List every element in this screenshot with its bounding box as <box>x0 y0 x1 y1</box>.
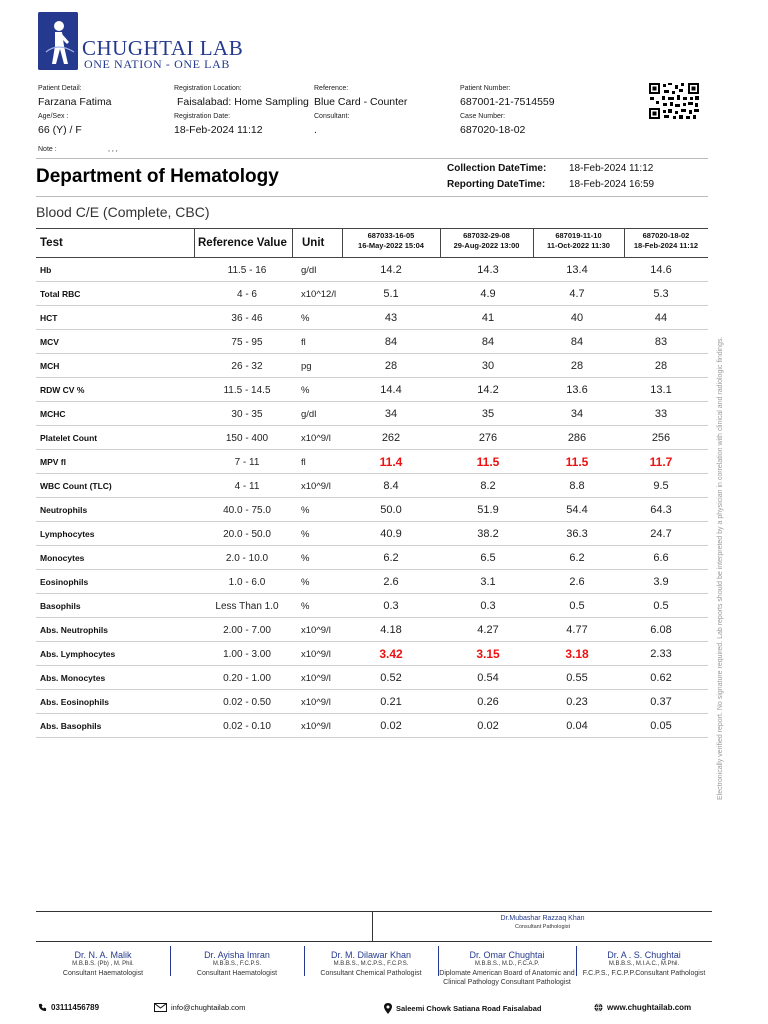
result-value: 40.9 <box>380 528 402 540</box>
result-value: 0.05 <box>650 720 672 732</box>
table-row <box>36 378 708 402</box>
unit: % <box>301 576 310 588</box>
unit: g/dl <box>301 408 317 420</box>
table-row <box>36 306 708 330</box>
patient-number-label: Patient Number: <box>460 85 511 92</box>
section-title: Blood C/E (Complete, CBC) <box>36 204 210 220</box>
result-value: 0.3 <box>383 600 399 612</box>
history-date: 29-Aug-2022 13:00 <box>453 240 520 250</box>
unit: x10^9/l <box>301 672 331 684</box>
website-url: www.chughtailab.com <box>607 1003 692 1012</box>
signatory-divider <box>438 946 439 976</box>
test-name: Platelet Count <box>40 433 98 443</box>
reference-value: 0.20 - 1.00 <box>223 672 271 684</box>
table-row <box>36 474 708 498</box>
location-pin-icon <box>384 1003 392 1014</box>
email-address: info@chughtailab.com <box>171 1003 246 1012</box>
reference-value: 2.0 - 10.0 <box>225 552 269 564</box>
reference-value: 11.5 - 16 <box>227 264 267 276</box>
signatory-block <box>170 950 304 978</box>
signatory-block <box>36 950 170 978</box>
signatory-name: Dr. Ayisha Imran <box>204 950 270 960</box>
result-value: 0.5 <box>569 600 585 612</box>
history-id: 687033-16-05 <box>367 231 415 240</box>
result-value: 34 <box>570 408 584 420</box>
result-value: 30 <box>481 360 495 372</box>
result-value: 3.42 <box>379 647 403 661</box>
table-row <box>36 282 708 306</box>
department-title: Department of Hematology <box>36 166 279 187</box>
unit: x10^9/l <box>301 648 331 660</box>
reference-value: 0.02 - 0.50 <box>223 696 271 708</box>
signatory-qualifications: M.B.B.S. (Pb) , M. Phil. <box>72 960 134 967</box>
footer-mid-line <box>36 941 712 942</box>
unit: fl <box>301 336 306 348</box>
result-value: 8.8 <box>569 480 585 492</box>
test-name: Hb <box>40 265 52 275</box>
result-value: 2.33 <box>650 648 672 660</box>
result-value: 34 <box>384 408 398 420</box>
reference-value: 30 - 35 <box>231 408 263 420</box>
signatory-block <box>438 950 576 987</box>
header-divider-2 <box>292 229 293 257</box>
result-value: 0.21 <box>380 696 402 708</box>
table-row <box>36 498 708 522</box>
contact-website[interactable] <box>594 1003 691 1012</box>
patient-name: Farzana Fatima <box>38 96 112 108</box>
result-value: 6.08 <box>650 624 672 636</box>
test-name: Abs. Basophils <box>40 721 102 731</box>
department-divider <box>36 196 708 197</box>
header-divider <box>36 158 708 159</box>
result-value: 83 <box>654 336 668 348</box>
result-value: 13.6 <box>566 384 588 396</box>
test-name: Neutrophils <box>40 505 88 515</box>
reference-value: 20.0 - 50.0 <box>223 528 271 540</box>
result-value: 40 <box>570 312 584 324</box>
result-value: 5.1 <box>383 288 399 300</box>
case-number-label: Case Number: <box>460 113 506 120</box>
note-value: , , , <box>108 146 118 153</box>
signatory-name: Dr. A . S. Chughtai <box>607 950 681 960</box>
reference-value: 4 - 6 <box>236 288 257 300</box>
signatory-title: F.C.P.S., F.C.P.P.Consultant Pathologist <box>582 969 706 977</box>
table-row <box>36 402 708 426</box>
table-row <box>36 546 708 570</box>
unit: % <box>301 600 310 612</box>
signatory-title: Diplomate American Board of Anatomic and Clinical Pathology Consultant Pathologist <box>439 969 575 987</box>
unit: % <box>301 384 310 396</box>
result-value: 4.18 <box>380 624 402 636</box>
result-value: 3.15 <box>476 647 500 661</box>
result-value: 24.7 <box>650 528 672 540</box>
patient-detail-label: Patient Detail: <box>38 85 82 92</box>
result-value: 286 <box>567 432 587 444</box>
table-row <box>36 690 708 714</box>
email-icon <box>154 1003 167 1012</box>
header-unit: Unit <box>302 237 325 249</box>
phone-icon <box>38 1003 47 1012</box>
chughtai-logo-icon <box>38 12 78 70</box>
test-name: Abs. Neutrophils <box>40 625 109 635</box>
table-row <box>36 450 708 474</box>
test-name: Total RBC <box>40 289 81 299</box>
reference-value: 40.0 - 75.0 <box>223 504 271 516</box>
registration-date-label: Registration Date: <box>174 113 231 120</box>
signatory-title: Consultant Chemical Pathologist <box>320 969 422 977</box>
result-value: 0.62 <box>650 672 672 684</box>
signatory-name: Dr. Omar Chughtai <box>469 950 545 960</box>
result-value: 14.4 <box>380 384 402 396</box>
registration-location-value: Faisalabad: Home Sampling <box>177 96 309 108</box>
table-row <box>36 330 708 354</box>
test-name: Monocytes <box>40 553 85 563</box>
history-date: 11-Oct-2022 11:30 <box>547 240 610 250</box>
result-value: 84 <box>570 336 584 348</box>
globe-icon <box>594 1003 603 1012</box>
table-row <box>36 594 708 618</box>
reference-value: 75 - 95 <box>231 336 263 348</box>
result-value: 9.5 <box>653 480 669 492</box>
agesex-value: 66 (Y) / F <box>38 124 82 136</box>
result-value: 13.1 <box>650 384 672 396</box>
result-value: 14.3 <box>477 264 499 276</box>
result-value: 4.27 <box>477 624 499 636</box>
footer-top-line <box>36 911 712 912</box>
result-value: 256 <box>651 432 671 444</box>
test-name: MCV <box>40 337 59 347</box>
result-value: 2.6 <box>383 576 399 588</box>
history-header-2 <box>440 231 533 257</box>
unit: % <box>301 552 310 564</box>
contact-address <box>384 1003 541 1014</box>
result-value: 11.5 <box>476 455 500 469</box>
unit: g/dl <box>301 264 317 276</box>
result-value: 38.2 <box>477 528 499 540</box>
result-value: 0.52 <box>380 672 402 684</box>
contact-phone[interactable] <box>38 1003 99 1012</box>
result-value: 28 <box>654 360 668 372</box>
patient-number-value: 687001-21-7514559 <box>460 96 555 108</box>
unit: x10^9/l <box>301 720 331 732</box>
result-value: 262 <box>381 432 401 444</box>
result-value: 44 <box>654 312 668 324</box>
reference-value: 26 - 32 <box>231 360 263 372</box>
result-value: 4.9 <box>480 288 496 300</box>
result-value: 4.7 <box>569 288 585 300</box>
result-value: 33 <box>654 408 668 420</box>
result-value: 35 <box>481 408 495 420</box>
result-value: 2.6 <box>569 576 585 588</box>
brand-name: CHUGHTAI LAB <box>82 36 244 60</box>
test-name: MPV fl <box>40 457 66 467</box>
registration-location-label: Registration Location: <box>174 85 242 92</box>
test-name: Basophils <box>40 601 81 611</box>
result-value: 6.2 <box>383 552 399 564</box>
history-header-1 <box>342 231 440 257</box>
result-value: 14.2 <box>380 264 402 276</box>
reference-value: 0.02 - 0.10 <box>223 720 271 732</box>
result-value: 5.3 <box>653 288 669 300</box>
result-value: 6.2 <box>569 552 585 564</box>
result-value: 276 <box>478 432 498 444</box>
test-name: MCHC <box>40 409 66 419</box>
table-row <box>36 570 708 594</box>
result-value: 6.5 <box>480 552 496 564</box>
reference-value: 7 - 11 <box>234 456 260 468</box>
test-name: Lymphocytes <box>40 529 95 539</box>
reference-value: 36 - 46 <box>231 312 263 324</box>
signatory-divider <box>170 946 171 976</box>
unit: fl <box>301 456 306 468</box>
table-row <box>36 666 708 690</box>
qr-code-icon <box>648 82 700 120</box>
table-row <box>36 426 708 450</box>
unit: % <box>301 312 310 324</box>
signatory-title: Consultant Haematologist <box>196 969 278 977</box>
collection-datetime-label: Collection DateTime: <box>447 163 547 174</box>
result-value: 14.2 <box>477 384 499 396</box>
reference-value: 11.5 - 14.5 <box>223 384 271 396</box>
unit: x10^12/l <box>301 288 337 300</box>
result-value: 28 <box>384 360 398 372</box>
test-name: Abs. Eosinophils <box>40 697 109 707</box>
result-value: 4.77 <box>566 624 588 636</box>
phone-number: 03111456789 <box>51 1003 100 1012</box>
result-value: 0.26 <box>477 696 499 708</box>
history-id: 687020-18-02 <box>642 231 690 240</box>
test-name: RDW CV % <box>40 385 85 395</box>
table-header <box>36 228 708 258</box>
table-row <box>36 258 708 282</box>
result-value: 6.6 <box>653 552 669 564</box>
reference-value: 2.00 - 7.00 <box>223 624 271 636</box>
verification-note: Electronically verified report. No signature required. Lab reports should be interpreted by a physician in correlation with clinical and radiologic findings. <box>717 336 724 800</box>
reference-value: 150 - 400 <box>225 432 269 444</box>
result-value: 0.02 <box>477 720 499 732</box>
registration-date-value: 18-Feb-2024 11:12 <box>174 124 263 136</box>
main-signatory-name: Dr.Mubashar Razzaq Khan <box>500 915 585 922</box>
result-value: 36.3 <box>566 528 588 540</box>
collection-datetime-value: 18-Feb-2024 11:12 <box>569 163 654 174</box>
result-value: 0.54 <box>477 672 499 684</box>
signatory-qualifications: M.B.B.S., M.D., F.C.A.P. <box>474 960 540 967</box>
unit: x10^9/l <box>301 624 331 636</box>
table-row <box>36 354 708 378</box>
case-number-value: 687020-18-02 <box>460 124 526 136</box>
result-value: 11.7 <box>649 455 673 469</box>
header-reference: Reference Value <box>198 237 287 249</box>
reference-value: Less Than 1.0 <box>215 600 279 612</box>
history-date: 16-May-2022 15:04 <box>358 240 424 250</box>
note-label: Note : <box>38 146 57 153</box>
result-value: 0.55 <box>566 672 588 684</box>
unit: pg <box>301 360 312 372</box>
test-name: HCT <box>40 313 58 323</box>
address-text: Saleemi Chowk Satiana Road Faisalabad <box>396 1004 542 1013</box>
signatory-block <box>304 950 438 978</box>
result-value: 0.37 <box>650 696 672 708</box>
reference-label: Reference: <box>314 85 349 92</box>
signatory-divider <box>576 946 577 976</box>
header-divider-1 <box>194 229 195 257</box>
test-name: Abs. Monocytes <box>40 673 106 683</box>
unit: x10^9/l <box>301 696 331 708</box>
signatory-name: Dr. M. Dilawar Khan <box>330 950 412 960</box>
signatory-qualifications: M.B.B.S., M.C.P.S., F.C.P.S. <box>333 960 409 967</box>
result-value: 8.2 <box>480 480 496 492</box>
result-value: 64.3 <box>650 504 672 516</box>
result-value: 0.5 <box>653 600 669 612</box>
signatory-qualifications: M.B.B.S., M.I.A.C., M.Phil. <box>608 960 680 967</box>
result-value: 51.9 <box>477 504 499 516</box>
contact-email[interactable] <box>154 1003 245 1012</box>
table-row <box>36 618 708 642</box>
result-value: 11.4 <box>379 455 403 469</box>
result-value: 0.04 <box>566 720 588 732</box>
reporting-datetime-value: 18-Feb-2024 16:59 <box>569 179 655 190</box>
signatory-block <box>576 950 712 978</box>
header-test: Test <box>40 237 63 249</box>
test-name: Eosinophils <box>40 577 89 587</box>
reference-value: Blue Card - Counter <box>314 96 408 108</box>
result-value: 0.02 <box>380 720 402 732</box>
result-value: 50.0 <box>380 504 402 516</box>
reference-value: 4 - 11 <box>234 480 260 492</box>
unit: x10^9/l <box>301 432 331 444</box>
table-row <box>36 522 708 546</box>
unit: % <box>301 528 310 540</box>
result-value: 0.3 <box>480 600 496 612</box>
unit: % <box>301 504 310 516</box>
consultant-label: Consultant: <box>314 113 350 120</box>
signatory-name: Dr. N. A. Malik <box>74 950 132 960</box>
result-value: 0.23 <box>566 696 588 708</box>
result-value: 41 <box>481 312 495 324</box>
result-value: 84 <box>384 336 398 348</box>
table-row <box>36 714 708 738</box>
unit: x10^9/l <box>301 480 331 492</box>
table-row <box>36 642 708 666</box>
result-value: 43 <box>384 312 398 324</box>
agesex-label: Age/Sex : <box>38 113 69 120</box>
test-name: Abs. Lymphocytes <box>40 649 116 659</box>
test-name: WBC Count (TLC) <box>40 481 112 491</box>
main-signatory-title: Consultant Pathologist <box>514 924 571 930</box>
history-date: 18-Feb-2024 11:12 <box>633 240 699 250</box>
history-header-4 <box>624 231 708 257</box>
result-value: 14.6 <box>650 264 672 276</box>
result-value: 28 <box>570 360 584 372</box>
signatory-title: Consultant Haematologist <box>62 969 144 977</box>
result-value: 3.18 <box>565 647 589 661</box>
reference-value: 1.00 - 3.00 <box>223 648 271 660</box>
result-value: 54.4 <box>566 504 588 516</box>
result-value: 13.4 <box>566 264 588 276</box>
reference-value: 1.0 - 6.0 <box>228 576 266 588</box>
history-id: 687019-11-10 <box>555 231 602 240</box>
result-value: 3.1 <box>480 576 496 588</box>
result-value: 3.9 <box>653 576 669 588</box>
result-value: 84 <box>481 336 495 348</box>
history-id: 687032-29-08 <box>463 231 510 240</box>
reporting-datetime-label: Reporting DateTime: <box>447 179 546 190</box>
signatory-divider <box>304 946 305 976</box>
signatory-qualifications: M.B.B.S., F.C.P.S. <box>212 960 262 967</box>
result-value: 11.5 <box>565 455 589 469</box>
test-name: MCH <box>40 361 60 371</box>
result-value: 8.4 <box>383 480 399 492</box>
history-header-3 <box>533 231 624 257</box>
consultant-value: . <box>314 124 317 136</box>
brand-tagline: ONE NATION - ONE LAB <box>84 57 230 71</box>
